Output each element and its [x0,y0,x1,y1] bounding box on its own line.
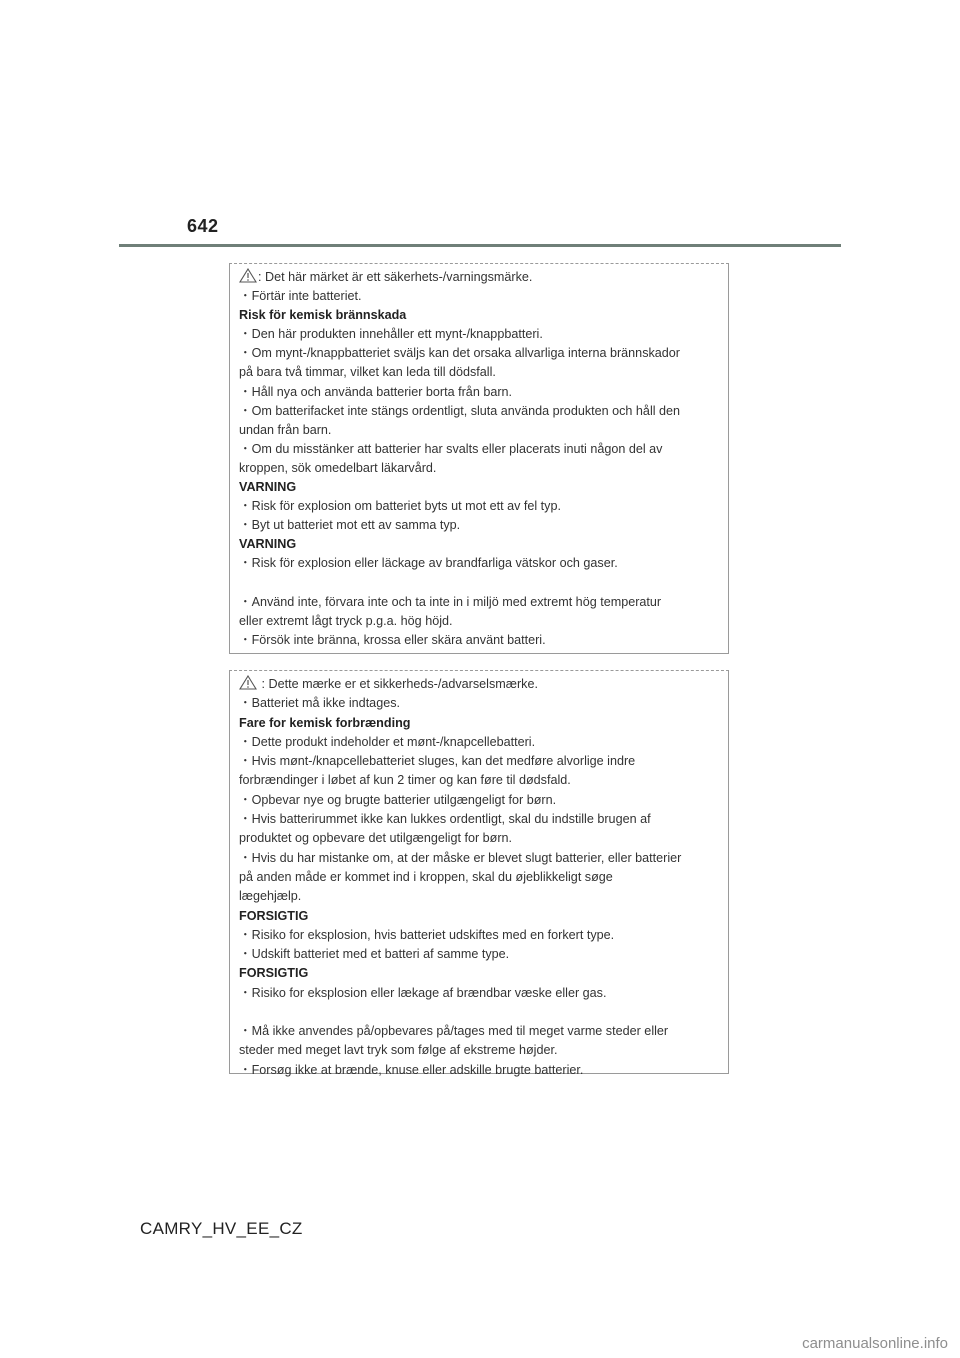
warning-line: steder med meget lavt tryk som følge af ekstreme højder. [239,1043,558,1058]
warning-line: ・Om batterifacket inte stängs ordentligt, sluta använda produkten och håll den [239,403,681,418]
warning-line: ・Håll nya och använda batterier borta från barn. [239,384,513,399]
warning-triangle-icon [239,675,257,690]
watermark[interactable]: carmanualsonline.info [802,1335,948,1352]
symbol-legend-line [239,268,720,287]
warning-heading: FORSIGTIG [239,908,309,923]
warning-line: ・Må ikke anvendes på/opbevares på/tages med til meget varme steder eller [239,1024,669,1039]
warning-line: forbrændinger i løbet af kun 2 timer og kan føre til dødsfald. [239,773,571,788]
warning-heading: VARNING [239,480,297,495]
swedish-battery-warning-box [229,263,729,654]
warning-line: ・Hvis batterirummet ikke kan lukkes ordentligt, skal du indstille brugen af [239,812,651,827]
page-number: 642 [187,216,219,236]
warning-line: ・Udskift batteriet med et batteri af samme type. [239,947,510,962]
symbol-legend-line [239,675,720,694]
warning-line: ・Om du misstänker att batterier har svalts eller placerats inuti någon del av [239,441,663,456]
warning-line: på anden måde er kommet ind i kroppen, skal du øjeblikkeligt søge [239,869,613,884]
warning-line: ・Dette produkt indeholder et mønt-/knapcellebatteri. [239,734,536,749]
warning-line: ・Batteriet må ikke indtages. [239,696,400,711]
warning-triangle-icon [239,268,257,283]
warning-line: ・Hvis du har mistanke om, at der måske er blevet slugt batterier, eller batterier [239,850,682,865]
warning-line: produktet og opbevare det utilgængeligt for børn. [239,831,513,846]
warning-line: ・Hvis mønt-/knapcellebatteriet sluges, kan det medføre alvorlige indre [239,754,636,769]
warning-heading: Fare for kemisk forbrænding [239,715,411,730]
blank-line [239,574,720,593]
warning-line: på bara två timmar, vilket kan leda till dödsfall. [239,365,496,380]
warning-line: ・Risk för explosion om batteriet byts ut mot ett av fel typ. [239,499,561,514]
warning-line: lægehjælp. [239,889,302,904]
warning-line: ・Opbevar nye og brugte batterier utilgængeligt for børn. [239,792,557,807]
warning-line: ・Risk för explosion eller läckage av brandfarliga vätskor och gaser. [239,556,618,571]
warning-line: ・Försök inte bränna, krossa eller skära använt batteri. [239,632,546,647]
warning-heading: FORSIGTIG [239,966,309,981]
warning-line: ・Förtär inte batteriet. [239,289,362,304]
symbol-legend-text: : Det här märket är ett säkerhets-/varningsmärke. [258,270,533,284]
danish-battery-warning-box [229,670,729,1077]
warning-line: ・Om mynt-/knappbatteriet sväljs kan det orsaka allvarliga interna brännskador [239,346,680,361]
symbol-legend-text: : Dette mærke er et sikkerheds-/advarselsmærke. [258,677,538,691]
footer-model-code: CAMRY_HV_EE_CZ [140,1219,303,1238]
warning-line: kroppen, sök omedelbart läkarvård. [239,460,437,475]
warning-line: ・Risiko for eksplosion, hvis batteriet udskiftes med en forkert type. [239,927,615,942]
warning-line: eller extremt lågt tryck p.g.a. hög höjd. [239,613,453,628]
warning-heading: VARNING [239,537,297,552]
header-rule [119,244,841,247]
blank-line [239,1003,720,1022]
warning-line: ・Forsøg ikke at brænde, knuse eller adskille brugte batterier. [239,1062,584,1077]
warning-line: ・Byt ut batteriet mot ett av samma typ. [239,518,461,533]
warning-heading: Risk för kemisk brännskada [239,308,407,323]
warning-line: ・Risiko for eksplosion eller lækage af brændbar væske eller gas. [239,985,607,1000]
warning-line: ・Den här produkten innehåller ett mynt-/knappbatteri. [239,327,543,342]
warning-line: undan från barn. [239,422,332,437]
warning-line: ・Använd inte, förvara inte och ta inte in i miljö med extremt hög temperatur [239,594,662,609]
